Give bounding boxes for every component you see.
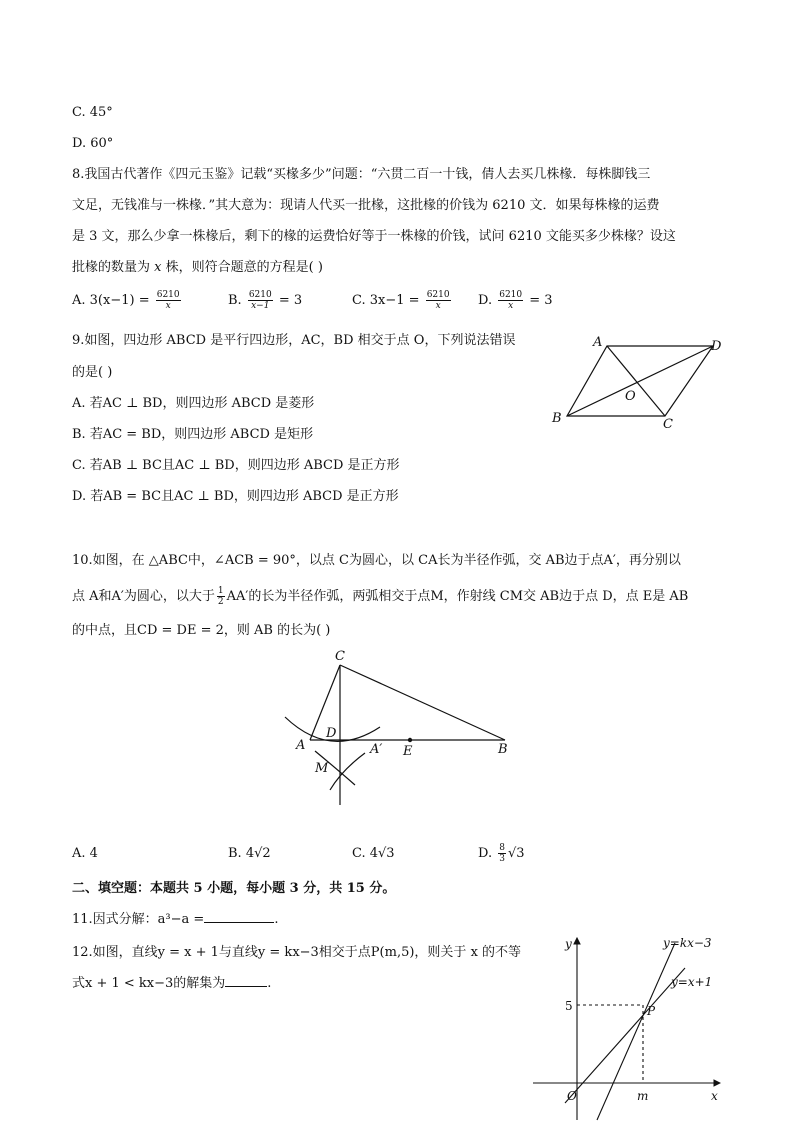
q10-option-a: A. 4 <box>72 846 98 861</box>
q9-option-b: B. 若AC = BD，则四边形 ABCD 是矩形 <box>72 427 314 442</box>
q10-option-d: D. $\frac{8}{3}$ √3 <box>478 843 525 864</box>
q10-triangle-figure <box>270 645 530 810</box>
fraction: $\frac{8}{3}$ <box>499 843 505 864</box>
line-y-kx-minus-3 <box>597 943 675 1120</box>
q10-line-2: 点 A和A′为圆心，以大于 $\frac{1}{2}$ AA′的长为半径作弧，两弧相交于点M，作射线 CM交 AB边于点 D，点 E是 AB <box>72 586 689 607</box>
q8-option-b: B. $\frac{6210}{x-1}$ = 3 <box>228 290 303 311</box>
diagonal-bd <box>567 346 713 416</box>
segment-cb <box>340 665 505 740</box>
label-p: P <box>647 1004 656 1018</box>
q11-line: 11.因式分解：a³−a = . <box>72 912 279 927</box>
fraction: $\frac{6210}{x-1}$ <box>248 290 272 311</box>
q10-line-3: 的中点，且CD = DE = 2，则 AB 的长为( ) <box>72 623 331 638</box>
label-five: 5 <box>565 999 573 1013</box>
label-y-axis: y <box>565 937 572 951</box>
label-o: O <box>625 389 636 404</box>
label-a-prime: A′ <box>370 742 383 757</box>
q10-option-b: B. 4√2 <box>228 846 271 861</box>
q10-line-1: 10.如图，在 △ABC中，∠ACB = 90°，以点 C为圆心，以 CA长为半径作弧，交 AB边于点A′，再分别以 <box>72 553 681 568</box>
label-c: C <box>663 417 673 432</box>
q9-line-1: 9.如图，四边形 ABCD 是平行四边形，AC，BD 相交于点 O，下列说法错误 <box>72 333 516 348</box>
q9-parallelogram-figure <box>545 330 735 435</box>
q12-line-2: 式x + 1 < kx−3的解集为 . <box>72 976 272 991</box>
label-m: M <box>315 761 329 776</box>
q9-option-d: D. 若AB = BC且AC ⊥ BD，则四边形 ABCD 是正方形 <box>72 489 399 504</box>
q8-line-3: 是 3 文，那么少拿一株椽后，剩下的椽的运费恰好等于一株椽的价钱，试问 6210 文能买多少株椽？设这 <box>72 229 676 244</box>
label-a: A <box>593 335 603 350</box>
label-m: m <box>637 1089 649 1103</box>
answer-blank <box>204 922 274 923</box>
label-origin: O <box>567 1089 577 1103</box>
fraction: $\frac{6210}{x}$ <box>499 290 523 311</box>
q9-option-a: A. 若AC ⊥ BD，则四边形 ABCD 是菱形 <box>72 396 315 411</box>
section-2-heading: 二、填空题：本题共 5 小题，每小题 3 分，共 15 分。 <box>72 881 396 896</box>
q7-option-c: C. 45° <box>72 105 113 120</box>
label-x-axis: x <box>711 1089 718 1103</box>
answer-blank <box>225 986 267 987</box>
label-d: D <box>711 339 722 354</box>
label-c: C <box>335 649 345 664</box>
label-d: D <box>326 726 337 741</box>
q7-option-d: D. 60° <box>72 136 114 151</box>
q8-line-1: 8.我国古代著作《四元玉鉴》记载“买椽多少”问题：“六贯二百一十钱，倩人去买几株椽．每株脚钱三 <box>72 167 651 182</box>
fraction-half: $\frac{1}{2}$ <box>217 586 224 607</box>
q12-line-1: 12.如图，直线y = x + 1与直线y = kx−3相交于点P(m,5)，则关于 x 的不等 <box>72 945 522 960</box>
q8-option-c: C. 3x−1 = $\frac{6210}{x}$ <box>352 290 450 311</box>
q9-line-2: 的是( ) <box>72 365 113 380</box>
q10-option-c: C. 4√3 <box>352 846 395 861</box>
label-line-x-plus-1: y=x+1 <box>671 975 713 989</box>
point-e <box>408 738 412 742</box>
q8-line-4: 批椽的数量为 x 株，则符合题意的方程是( ) <box>72 260 323 275</box>
label-a: A <box>296 738 306 753</box>
q8-option-a: A. 3(x−1) = $\frac{6210}{x}$ <box>72 290 180 311</box>
label-b: B <box>498 742 508 757</box>
fraction: $\frac{6210}{x}$ <box>156 290 180 311</box>
q9-option-c: C. 若AB ⊥ BC且AC ⊥ BD，则四边形 ABCD 是正方形 <box>72 458 400 473</box>
label-e: E <box>403 744 413 759</box>
arc-from-a-prime <box>330 753 365 790</box>
diagonal-ac <box>607 346 665 416</box>
q8-option-d: D. $\frac{6210}{x}$ = 3 <box>478 290 553 311</box>
label-b: B <box>552 411 562 426</box>
label-line-kx-minus-3: y=kx−3 <box>663 936 712 950</box>
q12-graph-figure <box>525 928 735 1123</box>
fraction: $\frac{6210}{x}$ <box>426 290 450 311</box>
q8-line-2: 文足，无钱准与一株椽．”其大意为：现请人代买一批椽，这批椽的价钱为 6210 文．如果每株椽的运费 <box>72 198 660 213</box>
